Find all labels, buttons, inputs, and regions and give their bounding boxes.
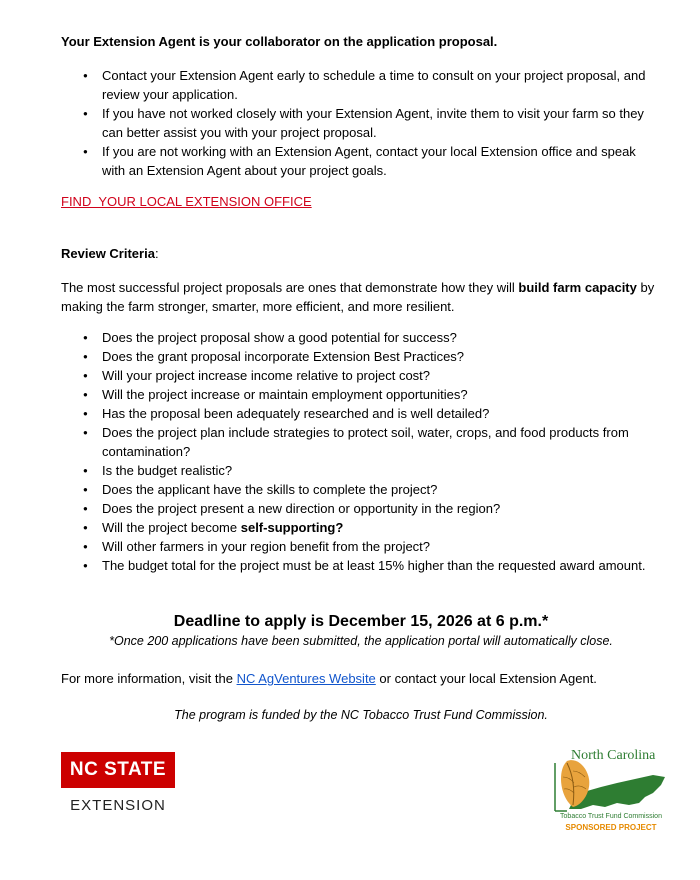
self-supporting-text: Will the project become <box>102 520 241 535</box>
tobacco-trust-fund-logo <box>553 748 669 834</box>
more-info-before: For more information, visit the <box>61 671 237 686</box>
tobacco-logo-subtitle: Tobacco Trust Fund Commission <box>560 813 662 820</box>
list-item: ● Does the project plan include strategies to protect soil, water, crops, and food products from contamination? <box>61 423 661 461</box>
list-item: ● Does the applicant have the skills to complete the project? <box>61 480 661 499</box>
intro-bold-text: build farm capacity <box>518 280 637 295</box>
list-item: ● Will other farmers in your region benefit from the project? <box>61 537 661 556</box>
list-item: ● Will your project increase income relative to project cost? <box>61 366 661 385</box>
review-intro <box>61 278 661 316</box>
list-item: ● If you are not working with an Extension Agent, contact your local Extension office and speak with an Extension Agent about your project goals. <box>61 142 661 180</box>
more-info <box>61 671 597 686</box>
agent-bullet-list <box>61 66 661 180</box>
self-supporting-bold: self-supporting? <box>240 520 344 535</box>
list-item: ● Does the project proposal show a good potential for success? <box>61 328 661 347</box>
intro-text-after: by making the farm stronger, smarter, more efficient, and more resilient. <box>61 280 655 314</box>
deadline-text: Deadline to apply is December 15, 2026 at 6 p.m.* <box>173 613 549 630</box>
tobacco-logo-title: North Carolina <box>571 748 656 763</box>
funding-statement: The program is funded by the NC Tobacco Trust Fund Commission. <box>174 708 548 722</box>
list-item: ● Has the proposal been adequately researched and is well detailed? <box>61 404 661 423</box>
more-info-after: or contact your local Extension Agent. <box>375 671 597 686</box>
nc-state-wordmark: NC STATE <box>61 752 175 788</box>
agent-heading: Your Extension Agent is your collaborator on the application proposal. <box>61 34 498 49</box>
sponsored-project-label: SPONSORED PROJECT <box>565 823 657 832</box>
extension-wordmark: EXTENSION <box>70 797 166 814</box>
find-local-office-link[interactable]: FIND YOUR LOCAL EXTENSION OFFICE <box>61 194 312 209</box>
nc-state-extension-logo <box>61 752 175 814</box>
list-item: ● Is the budget realistic? <box>61 461 661 480</box>
list-item <box>61 518 661 537</box>
intro-text-before: The most successful project proposals are ones that demonstrate how they will <box>61 280 519 295</box>
list-item: ● Does the grant proposal incorporate Extension Best Practices? <box>61 347 661 366</box>
portal-close-note: *Once 200 applications have been submitted, the application portal will automatically close. <box>109 634 613 648</box>
criteria-list <box>61 328 661 575</box>
list-item: ● Will the project increase or maintain employment opportunities? <box>61 385 661 404</box>
review-criteria-heading <box>61 246 159 261</box>
list-item: ● The budget total for the project must be at least 15% higher than the requested award amount. <box>61 556 661 575</box>
list-item: ● Does the project present a new direction or opportunity in the region? <box>61 499 661 518</box>
review-heading-colon: : <box>154 246 159 261</box>
agventures-website-link[interactable]: NC AgVentures Website <box>236 671 376 686</box>
list-item: ● If you have not worked closely with your Extension Agent, invite them to visit your farm so they can better assist you with your project proposal. <box>61 104 661 142</box>
list-item: ● Contact your Extension Agent early to schedule a time to consult on your project proposal, and review your application. <box>61 66 661 104</box>
review-heading-text: Review Criteria <box>61 246 155 261</box>
